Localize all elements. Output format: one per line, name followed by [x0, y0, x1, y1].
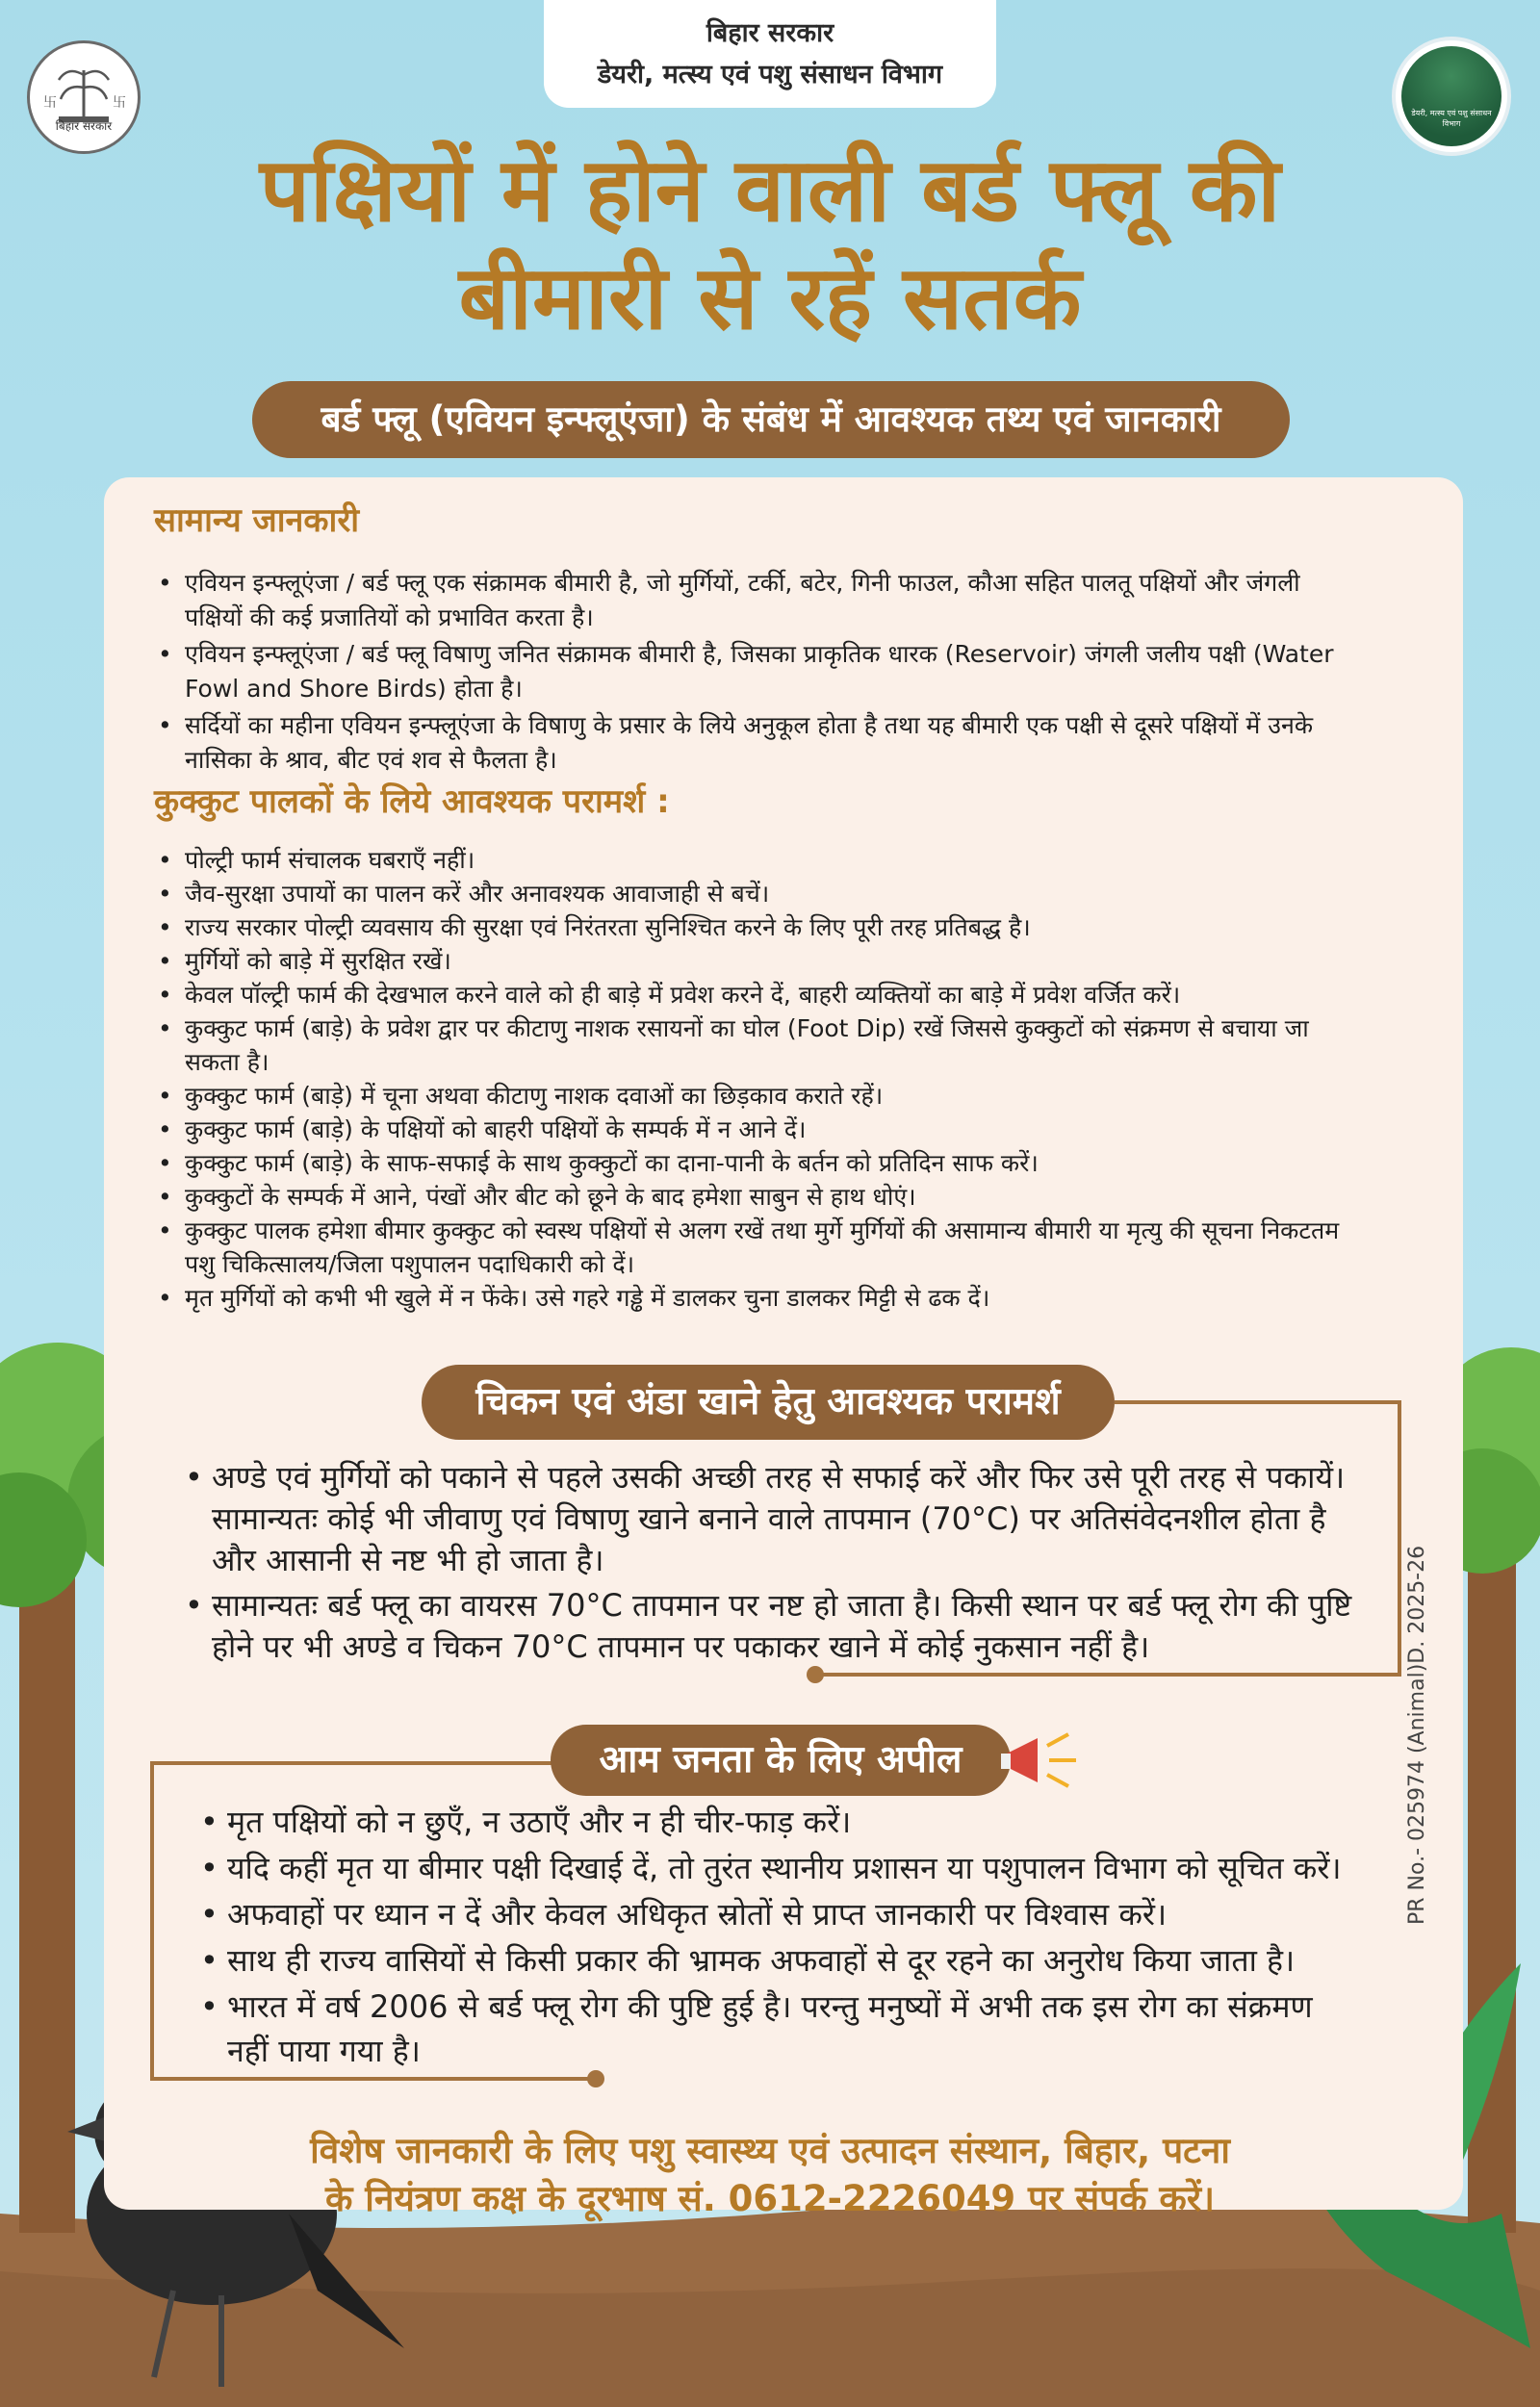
list-item: • सर्दियों का महीना एवियन इन्फ्लूएंजा के विषाणु के प्रसार के लिये अनुकूल होता है तथा यह बीमारी एक पक्षी से दूसरे पक्षियों में उनके नासिका के श्राव, बीट एवं शव से फैलता है।	[154, 708, 1357, 778]
title-line-1: पक्षियों में होने वाली बर्ड फ्लू की	[259, 139, 1281, 242]
egg-advice-list	[181, 1457, 1374, 1668]
connector-line	[150, 1761, 554, 1765]
page-title	[38, 137, 1502, 352]
connector-line	[150, 1761, 154, 2079]
general-info-section	[154, 497, 1357, 780]
list-item: • कुक्कुट फार्म (बाड़े) के साफ-सफाई के साथ कुक्कुटों का दाना-पानी के बर्तन को प्रतिदिन साफ करें।	[154, 1146, 1357, 1180]
general-info-heading: सामान्य जानकारी	[154, 501, 360, 540]
list-item: • जैव-सुरक्षा उपायों का पालन करें और अनावश्यक आवाजाही से बचें।	[154, 877, 1357, 910]
poultry-advice-section	[154, 778, 1357, 1315]
list-item: • कुक्कुट फार्म (बाड़े) में चूना अथवा कीटाणु नाशक दवाओं का छिड़काव कराते रहें।	[154, 1079, 1357, 1113]
contact-line-1: विशेष जानकारी के लिए पशु स्वास्थ्य एवं उत्पादन संस्थान, बिहार, पटना	[310, 2130, 1230, 2171]
contact-line-2: के नियंत्रण कक्ष के दूरभाष सं. 0612-2226049 पर संपर्क करें।	[324, 2178, 1215, 2219]
list-item: • अण्डे एवं मुर्गियों को पकाने से पहले उसकी अच्छी तरह से सफाई करें और फिर उसे पूरी तरह से पकायें। सामान्यतः कोई भी जीवाणु एवं विषाणु खाने बनाने वाले तापमान (70°C) पर अतिसंवेदनशील होता है और आसानी से नष्ट भी हो जाता है।	[181, 1457, 1374, 1581]
connector-line	[1398, 1400, 1401, 1675]
list-item: • मृत मुर्गियों को कभी भी खुले में न फेंके। उसे गहरे गड्ढे में डालकर चुना डालकर मिट्टी से ढक दें।	[154, 1281, 1357, 1315]
svg-text:卐: 卐	[113, 95, 126, 111]
connector-line	[150, 2077, 595, 2081]
pr-number: PR No.- 025974 (Animal)D. 2025-26	[1405, 1545, 1429, 1925]
list-item: • एवियन इन्फ्लूएंजा / बर्ड फ्लू विषाणु जनित संक्रामक बीमारी है, जिसका प्राकृतिक धारक (Reservoir) जंगली जलीय पक्षी (Water Fowl and Shore Birds) होता है।	[154, 637, 1357, 706]
connector-line	[1115, 1400, 1401, 1404]
megaphone-icon	[999, 1728, 1086, 1796]
government-name: बिहार सरकार	[706, 18, 834, 48]
bihar-logo-caption: बिहार सरकार	[55, 119, 113, 133]
list-item: • कुक्कुटों के सम्पर्क में आने, पंखों और बीट को छूने के बाद हमेशा साबुन से हाथ धोएं।	[154, 1180, 1357, 1214]
list-item: • कुक्कुट पालक हमेशा बीमार कुक्कुट को स्वस्थ पक्षियों से अलग रखें तथा मुर्गे मुर्गियों की असामान्य बीमारी या मृत्यु की सूचना निकटतम पशु चिकित्सालय/जिला पशुपालन पदाधिकारी को दें।	[154, 1214, 1357, 1281]
poultry-advice-list	[154, 843, 1357, 1315]
public-appeal-list	[196, 1800, 1361, 2073]
general-info-list	[154, 566, 1357, 778]
bodhi-tree-icon	[30, 51, 138, 128]
list-item: • कुक्कुट फार्म (बाड़े) के प्रवेश द्वार पर कीटाणु नाशक रसायनों का घोल (Foot Dip) रखें जिससे कुक्कुटों को संक्रमण से बचाया जा सकता है।	[154, 1011, 1357, 1079]
list-item: • सामान्यतः बर्ड फ्लू का वायरस 70°C तापमान पर नष्ट हो जाता है। किसी स्थान पर बर्ड फ्लू रोग की पुष्टि होने पर भी अण्डे व चिकन 70°C तापमान पर पकाकर खाने में कोई नुकसान नहीं है।	[181, 1585, 1374, 1668]
government-header	[544, 0, 996, 108]
public-appeal-heading: आम जनता के लिए अपील	[551, 1725, 1011, 1796]
egg-advice-section	[181, 1457, 1374, 1672]
public-appeal-section	[196, 1800, 1361, 2075]
department-name: डेयरी, मत्स्य एवं पशु संसाधन विभाग	[597, 60, 943, 90]
poultry-advice-heading: कुक्कुट पालकों के लिये आवश्यक परामर्श :	[154, 782, 670, 821]
list-item: • मुर्गियों को बाड़े में सुरक्षित रखें।	[154, 944, 1357, 978]
title-line-2: बीमारी से रहें सतर्क	[458, 246, 1082, 349]
list-item: • कुक्कुट फार्म (बाड़े) के पक्षियों को बाहरी पक्षियों के सम्पर्क में न आने दें।	[154, 1113, 1357, 1146]
subtitle-banner: बर्ड फ्लू (एवियन इन्फ्लूएंजा) के संबंध में आवश्यक तथ्य एवं जानकारी	[252, 381, 1290, 458]
list-item: • यदि कहीं मृत या बीमार पक्षी दिखाई दें, तो तुरंत स्थानीय प्रशासन या पशुपालन विभाग को सूचित करें।	[196, 1846, 1361, 1890]
egg-advice-heading: चिकन एवं अंडा खाने हेतु आवश्यक परामर्श	[422, 1365, 1115, 1440]
contact-info	[221, 2127, 1319, 2223]
connector-line	[816, 1673, 1401, 1677]
list-item: • भारत में वर्ष 2006 से बर्ड फ्लू रोग की पुष्टि हुई है। परन्तु मनुष्यों में अभी तक इस रोग का संक्रमण नहीं पाया गया है।	[196, 1984, 1361, 2073]
list-item: • पोल्ट्री फार्म संचालक घबराएँ नहीं।	[154, 843, 1357, 877]
department-logo-caption: डेयरी, मत्स्य एवं पशु संसाधन विभाग	[1411, 109, 1492, 128]
list-item: • केवल पॉल्ट्री फार्म की देखभाल करने वाले को ही बाड़े में प्रवेश करने दें, बाहरी व्यक्तियों का बाड़े में प्रवेश वर्जित करें।	[154, 978, 1357, 1011]
list-item: • राज्य सरकार पोल्ट्री व्यवसाय की सुरक्षा एवं निरंतरता सुनिश्चित करने के लिए पूरी तरह प्रतिबद्ध है।	[154, 910, 1357, 944]
list-item: • अफवाहों पर ध्यान न दें और केवल अधिकृत स्रोतों से प्राप्त जानकारी पर विश्वास करें।	[196, 1892, 1361, 1936]
list-item: • साथ ही राज्य वासियों से किसी प्रकार की भ्रामक अफवाहों से दूर रहने का अनुरोध किया जाता है।	[196, 1938, 1361, 1983]
list-item: • मृत पक्षियों को न छुएँ, न उठाएँ और न ही चीर-फाड़ करें।	[196, 1800, 1361, 1844]
svg-text:卐: 卐	[43, 95, 57, 111]
list-item: • एवियन इन्फ्लूएंजा / बर्ड फ्लू एक संक्रामक बीमारी है, जो मुर्गियों, टर्की, बटेर, गिनी फाउल, कौआ सहित पालतू पक्षियों और जंगली पक्षियों की कई प्रजातियों को प्रभावित करता है।	[154, 566, 1357, 635]
